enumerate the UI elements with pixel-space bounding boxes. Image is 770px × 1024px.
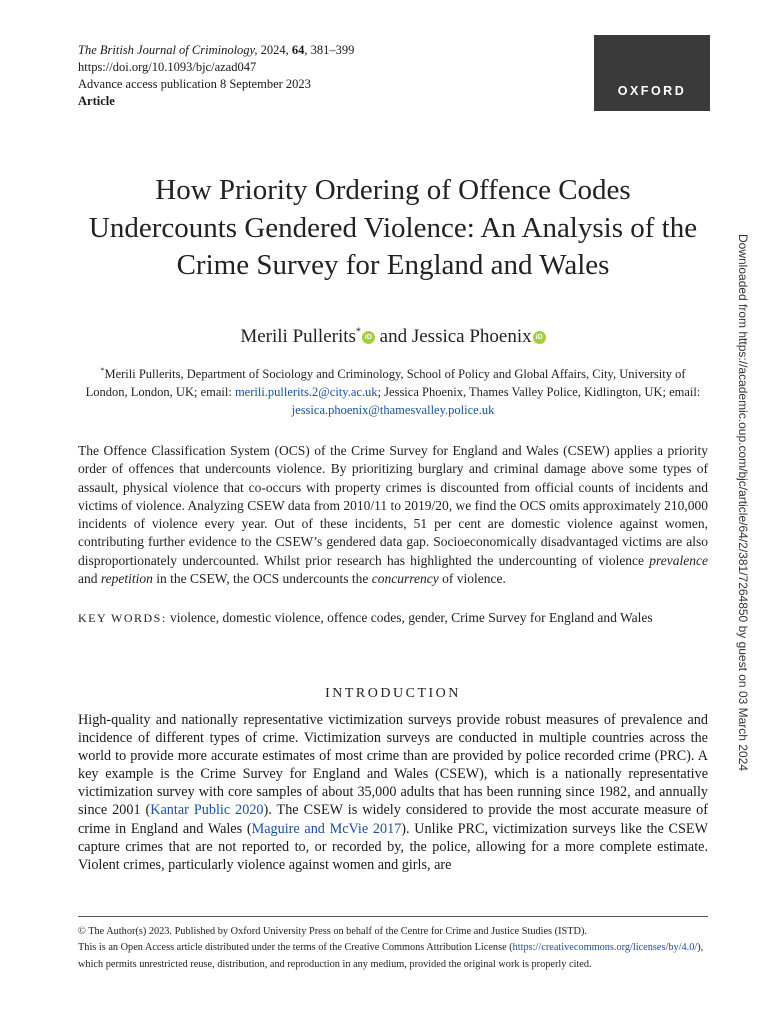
journal-citation: The British Journal of Criminology, 2024, 64, 381–399 [78, 43, 355, 57]
copyright-notice: © The Author(s) 2023. Published by Oxford University Press on behalf of the Centre for Crime and Justice Studies (ISTD). [78, 926, 587, 937]
journal-name: The British Journal of Criminology [78, 43, 255, 57]
download-watermark: Downloaded from https://academic.oup.com/bjc/article/64/2/381/7264850 by guest on 03 March 2024 [736, 234, 750, 771]
advance-access: Advance access publication 8 September 2023 [78, 77, 311, 91]
affiliation-marker: * [100, 366, 105, 375]
license-notice [78, 940, 708, 973]
abstract-text: The Offence Classification System (OCS) of the Crime Survey for England and Wales (CSEW) applies a priority order of offences that undercounts violence. By prioritizing burglary and criminal damage above some types of assault, physical violence that co-occurs with property crimes is discounted from official counts of incidents and victims of violence. Analyzing CSEW data from 2010/11 to 2019/20, we find the OCS omits approximately 210,000 incidents of violence every year. Out of these incidents, 51 per cent are domestic violence against women, contributing further evidence to the CSEW’s gendered data gap. Socioeconomically disadvantaged victims are also disproportionately undercounted. Whilst prior research has highlighted the undercounting of violence [78, 443, 708, 568]
journal-volume: 64 [291, 43, 305, 57]
author-connector: and [379, 326, 408, 347]
journal-year: 2024 [260, 43, 286, 57]
article-type: Article [78, 94, 115, 108]
author-list [78, 326, 708, 348]
oxford-logo[interactable] [594, 35, 710, 111]
author-name[interactable]: Jessica Phoenix [411, 326, 532, 347]
oxford-logo-text: OXFORD [617, 84, 687, 98]
journal-header [78, 42, 418, 110]
article-title: How Priority Ordering of Offence Codes Undercounts Gendered Violence: An Analysis of the Crime Survey for England and Wales [88, 174, 698, 281]
license-text: This is an Open Access article distributed under the terms of the Creative Commons Attribution License ( [78, 942, 513, 954]
affiliation-text: ; Jessica Phoenix, Thames Valley Police, Kidlington, UK; email: [377, 385, 701, 400]
keywords [78, 609, 708, 627]
author-name[interactable]: Merili Pullerits [240, 326, 356, 347]
footer-license [78, 924, 708, 973]
abstract-emphasis: prevalence [649, 552, 708, 568]
abstract-text: and [78, 571, 101, 587]
keywords-text: violence, domestic violence, offence codes, gender, Crime Survey for England and Wales [170, 610, 653, 625]
affiliation [78, 362, 708, 419]
footer-divider [78, 916, 708, 917]
email-link[interactable]: merili.pullerits.2@city.ac.uk [234, 385, 378, 400]
doi-link[interactable]: https://doi.org/10.1093/bjc/azad047 [78, 60, 257, 74]
abstract [78, 442, 708, 588]
journal-pages: 381–399 [310, 43, 355, 57]
abstract-emphasis: repetition [100, 571, 153, 587]
body-text: High-quality and nationally representative victimization surveys provide robust measures of prevalence and incidence of different types of crime. Victimization surveys are conducted in multiple countries across the world to provide more accurate estimates of most crime than are provided by police recorded crime (PRC). A key example is the Crime Survey for England and Wales (CSEW), which is a nationally representative victimization survey with core samples of about 35,000 adults that has been running since 1982, and annually since 2001 ( [78, 712, 708, 819]
body-text: ). The CSEW is widely considered to provide the most accurate measure of crime in England and Wales ( [78, 802, 708, 837]
section-heading-introduction: INTRODUCTION [325, 686, 461, 701]
body-text: ). Unlike PRC, victimization surveys like the CSEW capture crimes that are not reported to, or recorded by, the police, allowing for a more complete estimate. Violent crimes, particularly violence against women and girls, are [78, 820, 708, 873]
citation-link[interactable]: Kantar Public 2020 [150, 802, 264, 819]
license-link[interactable]: https://creativecommons.org/licenses/by/4.0/ [512, 942, 698, 954]
email-link[interactable]: jessica.phoenix@thamesvalley.police.uk [291, 403, 495, 418]
introduction-body [78, 711, 708, 874]
keywords-label: KEY WORDS: [78, 611, 167, 625]
abstract-emphasis: concurrency [371, 571, 439, 587]
abstract-text: in the CSEW, the OCS undercounts the [152, 571, 372, 587]
citation-link[interactable]: Maguire and McVie 2017 [251, 820, 402, 837]
orcid-icon[interactable]: iD [362, 331, 375, 344]
affiliation-text: Merili Pullerits, Department of Sociology and Criminology, School of Policy and Global Affairs, City, University of London, London, UK; email: [85, 367, 686, 400]
orcid-icon[interactable]: iD [533, 331, 546, 344]
abstract-text: of violence. [438, 571, 506, 587]
author-marker: * [355, 326, 361, 338]
license-text: ), which permits unrestricted reuse, distribution, and reproduction in any medium, provided the original work is properly cited. [78, 942, 704, 970]
